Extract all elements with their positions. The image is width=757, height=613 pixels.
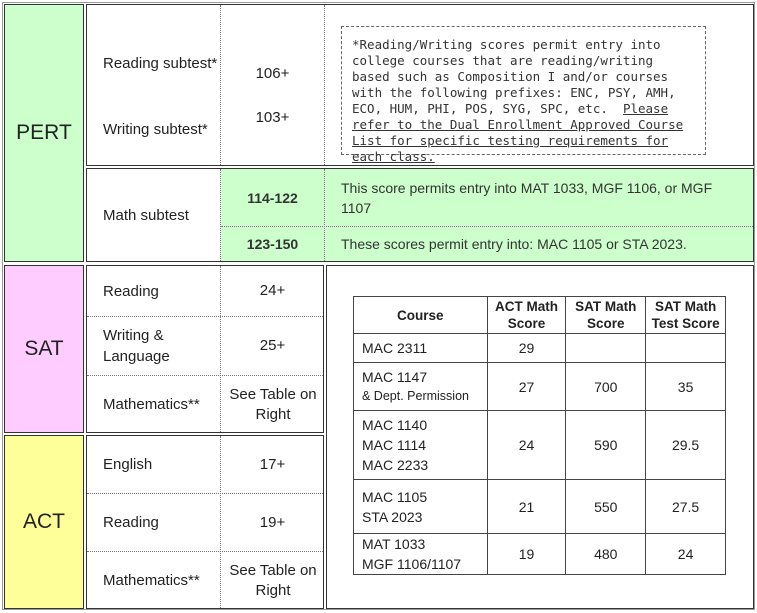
header-sat-math: SAT Math Score — [566, 297, 646, 334]
act-reading-score: 19+ — [259, 513, 286, 531]
sat-math-label: Mathematics** — [103, 396, 200, 413]
sat-reading-label: Reading — [103, 282, 159, 300]
act-math-label: Mathematics** — [103, 572, 200, 589]
sat-writing-label: Writing & Language — [103, 327, 170, 365]
act-cell: 21 — [487, 480, 566, 534]
pert-math-label: Math subtest — [103, 206, 189, 224]
pert-reading-score: 106+ — [255, 65, 290, 82]
table-row — [354, 334, 726, 363]
sat-test-cell — [646, 334, 726, 363]
sat-cell: 550 — [566, 480, 646, 534]
act-section-label: ACT — [4, 435, 84, 609]
table-row — [354, 534, 726, 575]
pert-reading-label: Reading subtest* — [103, 54, 218, 72]
pert-math-range-2: 123-150 — [221, 227, 324, 261]
sat-cell — [566, 334, 646, 363]
course-cell: MAC 1140 MAC 1114 MAC 2233 — [354, 411, 488, 480]
course-score-table — [353, 296, 726, 575]
sat-cell: 480 — [566, 534, 646, 575]
pert-math-text-2: These scores permit entry into: MAC 1105 or STA 2023. — [325, 227, 753, 261]
act-cell: 19 — [487, 534, 566, 575]
sat-test-cell: 29.5 — [646, 411, 726, 480]
sat-writing-score: 25+ — [259, 337, 286, 354]
act-math-score: See Table on Right — [229, 561, 317, 599]
pert-note-box — [341, 26, 706, 164]
table-row — [354, 480, 726, 534]
course-cell: MAC 1105 STA 2023 — [354, 480, 488, 534]
act-cell: 29 — [487, 334, 566, 363]
table-row — [354, 363, 726, 411]
act-cell: 27 — [487, 363, 566, 411]
pert-math-range-1: 114-122 — [221, 169, 324, 226]
sat-test-cell: 35 — [646, 363, 726, 411]
header-act-math: ACT Math Score — [487, 297, 566, 334]
sat-cell: 590 — [566, 411, 646, 480]
sat-test-cell: 27.5 — [646, 480, 726, 534]
sat-reading-score: 24+ — [259, 282, 286, 299]
sat-cell: 700 — [566, 363, 646, 411]
pert-note-text: *Reading/Writing scores permit entry into college courses that are reading/writing based such as Composition I and/or courses with the following prefixes: ENC, PSY, AMH, ECO, HUM, PHI, POS, SYG, SPC, etc. — [352, 37, 676, 116]
dual-enrollment-course-list-link[interactable]: Please refer to the Dual Enrollment Approved Course List for specific testing requirements for each class. — [352, 101, 684, 164]
pert-math-text-1: This score permits entry into MAT 1033, MGF 1106, or MGF 1107 — [325, 169, 753, 226]
act-cell: 24 — [487, 411, 566, 480]
course-cell: MAC 2311 — [354, 334, 488, 363]
sat-math-score: See Table on Right — [229, 385, 317, 423]
table-row — [354, 411, 726, 480]
pert-writing-score: 103+ — [255, 109, 290, 126]
pert-writing-label: Writing subtest* — [103, 120, 208, 138]
act-english-label: English — [103, 456, 153, 473]
table-header-row — [354, 297, 726, 334]
sat-test-cell: 24 — [646, 534, 726, 575]
header-course: Course — [354, 297, 488, 334]
course-cell: MAC 1147 & Dept. Permission — [354, 363, 488, 411]
course-cell: MAT 1033 MGF 1106/1107 — [354, 534, 488, 575]
sat-section-label: SAT — [4, 265, 84, 433]
act-reading-label: Reading — [103, 514, 159, 531]
header-sat-math-test: SAT Math Test Score — [646, 297, 726, 334]
act-english-score: 17+ — [259, 455, 286, 473]
pert-note — [342, 27, 705, 165]
pert-section-label: PERT — [4, 4, 84, 262]
